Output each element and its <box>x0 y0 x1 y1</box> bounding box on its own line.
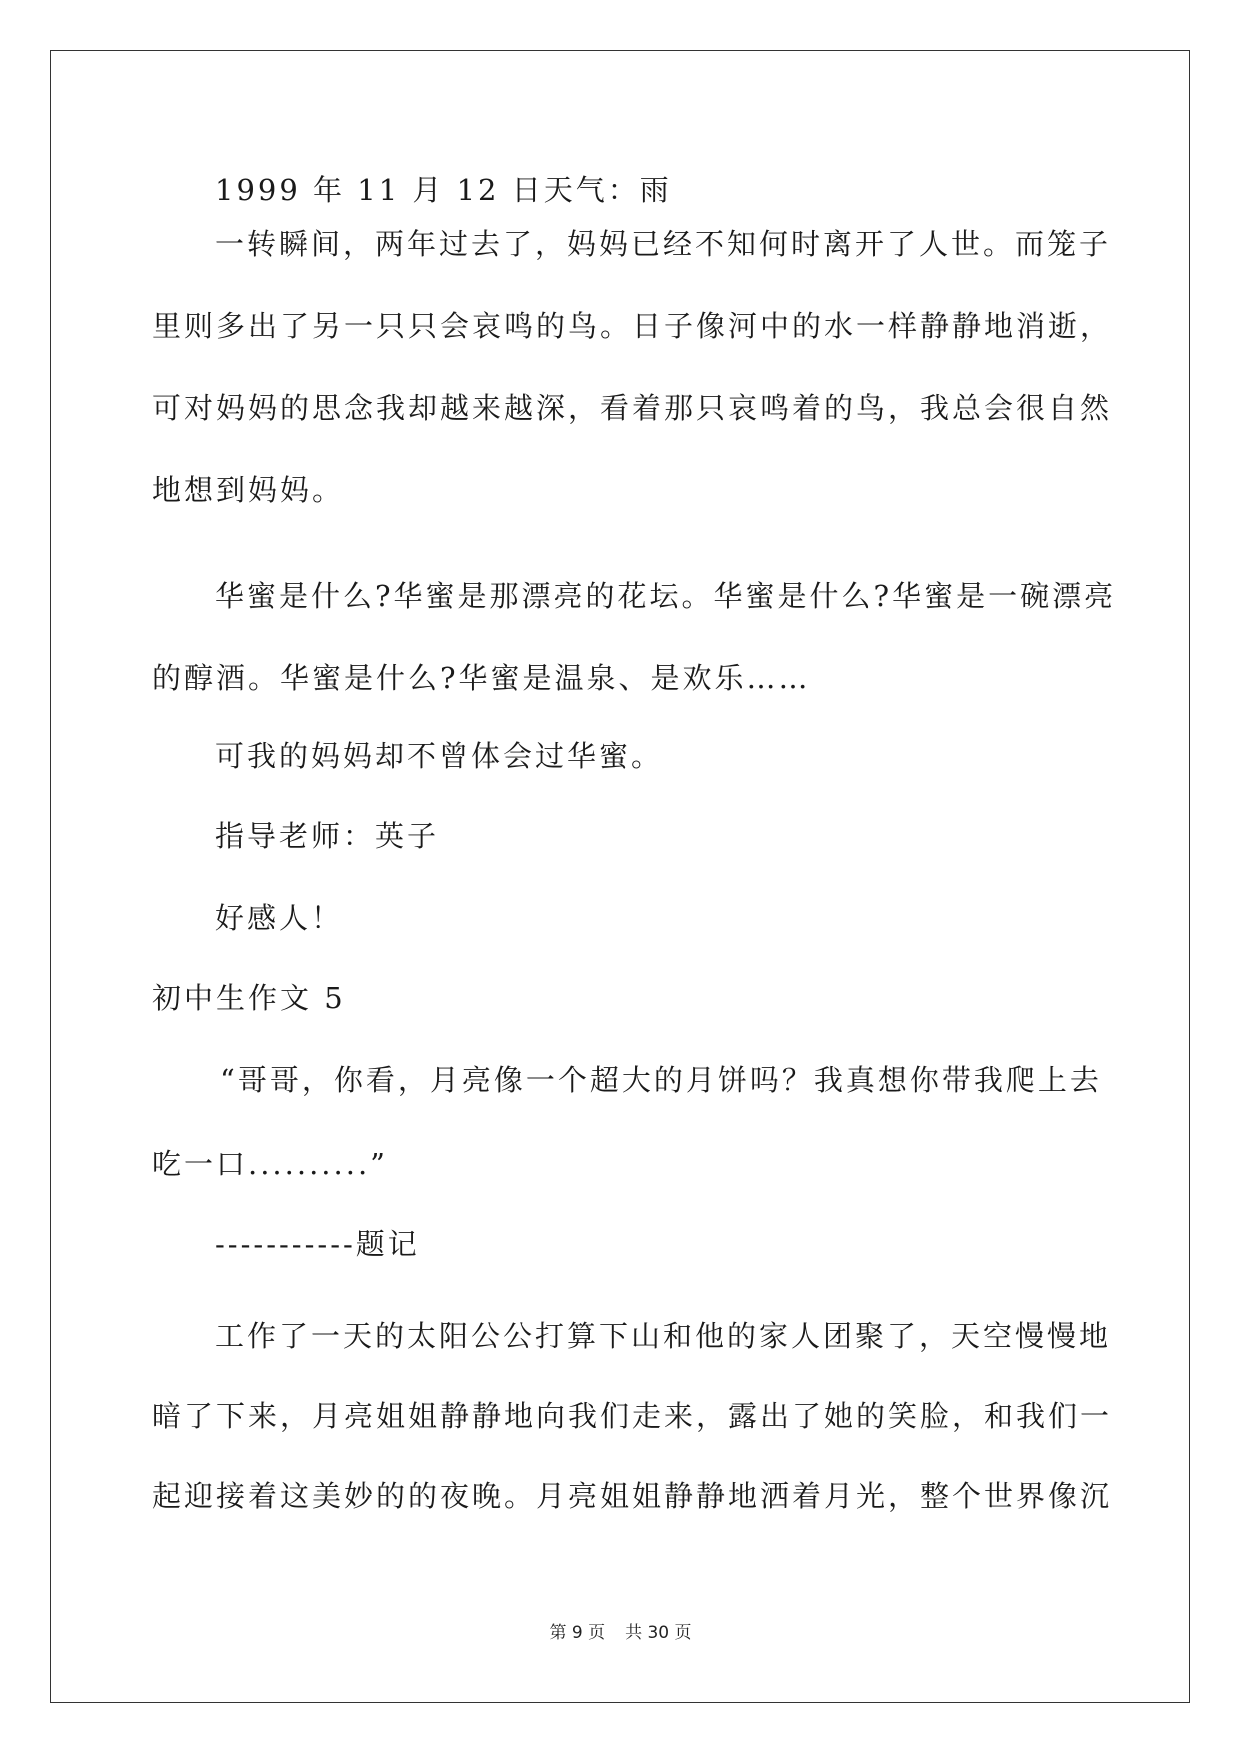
teacher-line: 指导老师：英子 <box>215 819 440 853</box>
paragraph-line: 起迎接着这美妙的的夜晚。月亮姐姐静静地洒着月光，整个世界像沉 <box>152 1479 1113 1513</box>
paragraph-line: 地想到妈妈。 <box>152 473 345 507</box>
page-total: 共 30 页 <box>625 1623 692 1643</box>
paragraph-line: 的醇酒。华蜜是什么?华蜜是温泉、是欢乐…… <box>152 661 811 695</box>
essay-heading: 初中生作文 5 <box>152 981 346 1015</box>
paragraph-line: “哥哥，你看，月亮像一个超大的月饼吗？我真想你带我爬上去 <box>220 1063 1102 1097</box>
paragraph-line: 可对妈妈的思念我却越来越深，看着那只哀鸣着的鸟，我总会很自然 <box>152 391 1113 425</box>
page-number: 第 9 页 <box>549 1623 606 1643</box>
page-footer <box>0 1622 1241 1644</box>
paragraph-line: 里则多出了另一只只会哀鸣的鸟。日子像河中的水一样静静地消逝， <box>152 309 1113 343</box>
paragraph-line: 一转瞬间，两年过去了，妈妈已经不知何时离开了人世。而笼子 <box>215 227 1112 261</box>
diary-date-line: 1999 年 11 月 12 日天气：雨 <box>215 173 672 207</box>
paragraph-line: 可我的妈妈却不曾体会过华蜜。 <box>215 739 664 773</box>
epigraph-line: -----------题记 <box>215 1227 420 1261</box>
paragraph-line: 吃一口..........” <box>152 1147 389 1181</box>
paragraph-line: 暗了下来，月亮姐姐静静地向我们走来，露出了她的笑脸，和我们一 <box>152 1399 1113 1433</box>
paragraph-line: 华蜜是什么?华蜜是那漂亮的花坛。华蜜是什么?华蜜是一碗漂亮 <box>215 579 1117 613</box>
comment-line: 好感人！ <box>215 901 344 935</box>
paragraph-line: 工作了一天的太阳公公打算下山和他的家人团聚了，天空慢慢地 <box>215 1319 1112 1353</box>
page-border <box>50 50 1190 1703</box>
